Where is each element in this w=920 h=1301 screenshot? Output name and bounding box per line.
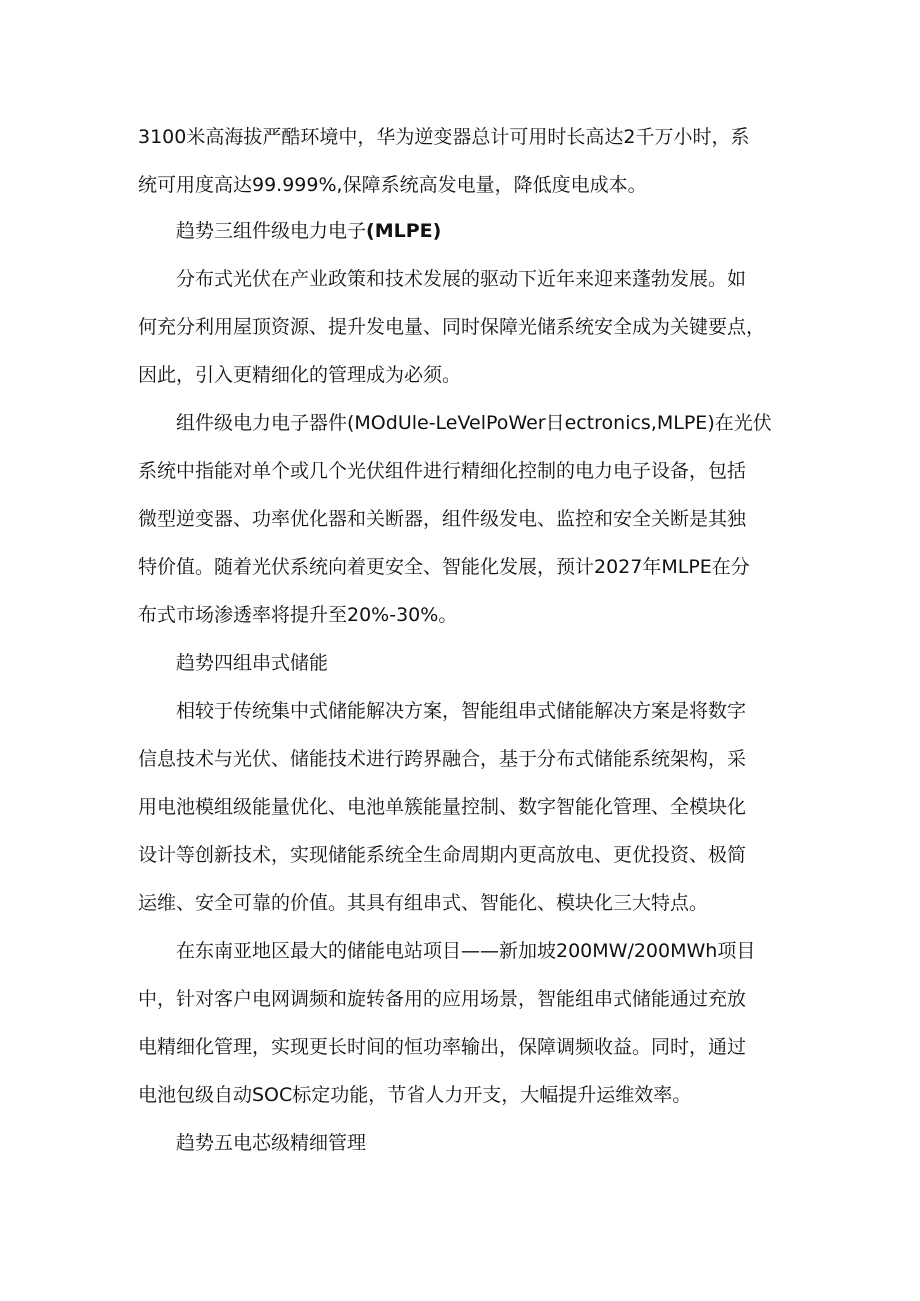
section-heading-trend-3 [176,222,441,241]
section-heading-trend-4: 趋势四组串式储能 [176,652,329,674]
paragraph-line: 运维、安全可靠的价值。其具有组串式、智能化、模块化三大特点。 [138,892,709,914]
paragraph-line: 在东南亚地区最大的储能电站项目——新加坡200MW/200MWh项目 [176,940,756,962]
paragraph-line: 组件级电力电子器件(MOdUle-LeVelPoWer日ectronics,MLPE)在光伏 [176,412,772,434]
paragraph-line: 统可用度高达99.999%,保障系统高发电量，降低度电成本。 [138,174,647,196]
paragraph-line: 中，针对客户电网调频和旋转备用的应用场景，智能组串式储能通过充放 [138,988,747,1010]
paragraph-line: 电池包级自动SOC标定功能，节省人力开支，大幅提升运维效率。 [138,1084,692,1106]
paragraph-line: 微型逆变器、功率优化器和关断器，组件级发电、监控和安全关断是其独 [138,508,747,530]
paragraph-line: 用电池模组级能量优化、电池单簇能量控制、数字智能化管理、全模块化 [138,796,747,818]
paragraph-line: 因此，引入更精细化的管理成为必须。 [138,364,462,386]
section-heading-trend-5: 趋势五电芯级精细管理 [176,1132,367,1154]
paragraph-line: 分布式光伏在产业政策和技术发展的驱动下近年来迎来蓬勃发展。如 [176,268,747,290]
paragraph-line: 设计等创新技术，实现储能系统全生命周期内更高放电、更优投资、极简 [138,844,747,866]
paragraph-line: 特价值。随着光伏系统向着更安全、智能化发展，预计2027年MLPE在分 [138,556,750,578]
paragraph-line: 系统中指能对单个或几个光伏组件进行精细化控制的电力电子设备，包括 [138,460,747,482]
paragraph-line: 相较于传统集中式储能解决方案，智能组串式储能解决方案是将数字 [176,700,747,722]
heading-text: 趋势三组件级电力电子 [176,220,367,242]
paragraph-line: 3100米高海拔严酷环境中，华为逆变器总计可用时长高达2千万小时，系 [138,126,750,148]
paragraph-line: 何充分利用屋顶资源、提升发电量、同时保障光储系统安全成为关键要点， [138,316,766,338]
paragraph-line: 布式市场渗透率将提升至20%-30%。 [138,604,458,626]
paragraph-line: 信息技术与光伏、储能技术进行跨界融合，基于分布式储能系统架构，采 [138,748,747,770]
heading-abbr: (MLPE) [366,220,442,242]
paragraph-line: 电精细化管理，实现更长时间的恒功率输出，保障调频收益。同时，通过 [138,1036,747,1058]
